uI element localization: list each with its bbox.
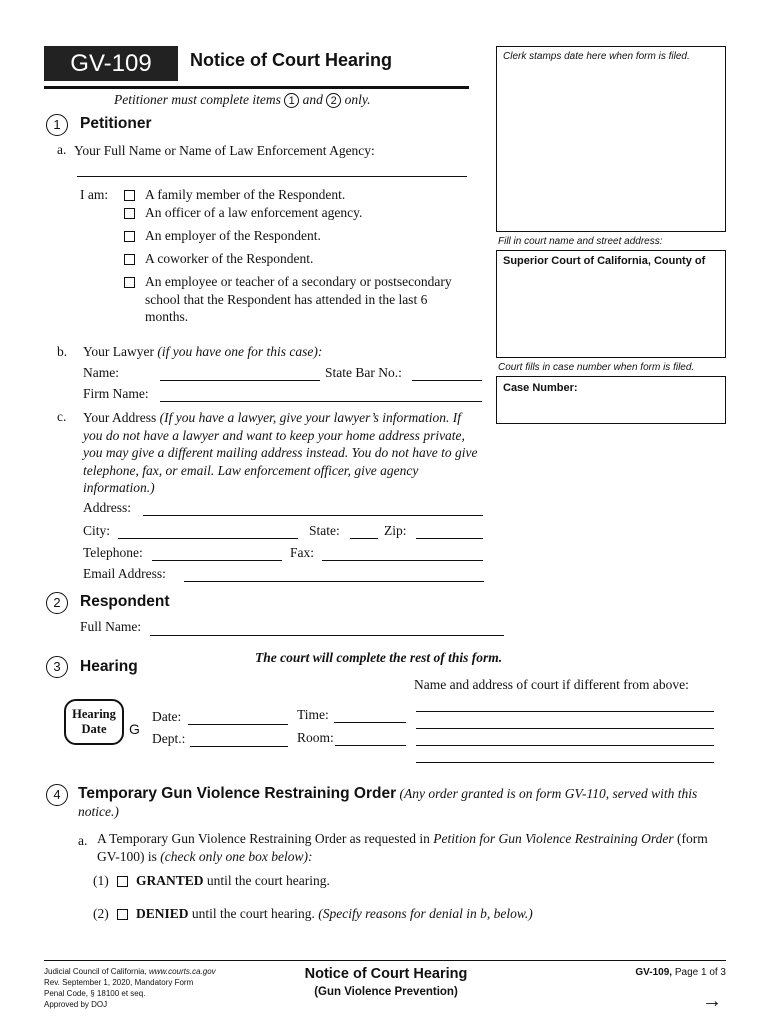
footer-legal [44, 966, 216, 1010]
section-4-note: (Any order granted is on form GV-110, served with this notice.) [78, 786, 698, 819]
court-name-label: Superior Court of California, County of [503, 255, 706, 267]
telephone-field[interactable] [152, 560, 282, 561]
coworker-label: A coworker of the Respondent. [145, 251, 314, 266]
item-number-2: 2 [326, 93, 341, 108]
case-number-note: Court fills in case number when form is filed. [498, 362, 695, 373]
petitioner-name-label: Your Full Name or Name of Law Enforcement Agency: [74, 143, 375, 158]
firm-name-label: Firm Name: [83, 386, 149, 401]
fax-label: Fax: [290, 545, 315, 560]
employee-teacher-checkbox[interactable] [124, 277, 135, 288]
item-4a-letter: a. [78, 833, 88, 848]
hearing-room-label: Room: [297, 730, 334, 745]
court-address-line-3[interactable] [416, 745, 714, 746]
address-field[interactable] [143, 515, 483, 516]
petitioner-name-field[interactable] [77, 176, 467, 177]
address-instructions: Your Address (If you have a lawyer, give your lawyer’s information. If you do not have a lawyer and want to keep your home address private, you may give a different mailing address instead. You do not have to give telephone, fax, or email. Law enforcement officer, give agency information.) [83, 410, 478, 495]
court-address-line-2[interactable] [416, 728, 714, 729]
court-name-box[interactable] [496, 250, 726, 358]
firm-name-field[interactable] [160, 401, 482, 402]
hearing-time-field[interactable] [334, 722, 406, 723]
state-bar-field[interactable] [412, 380, 482, 381]
employer-checkbox[interactable] [124, 231, 135, 242]
petitioner-instruction: Petitioner must complete items 1 and 2 only. [114, 92, 371, 108]
footer-penal: Penal Code, § 18100 et seq. [44, 989, 146, 998]
lawyer-name-field[interactable] [160, 380, 320, 381]
footer-approved: Approved by DOJ [44, 1000, 108, 1009]
court-complete-note: The court will complete the rest of this form. [255, 650, 503, 665]
case-number-label: Case Number: [503, 382, 578, 394]
section-1-number: 1 [46, 114, 68, 136]
footer-council: Judicial Council of California, [44, 967, 147, 976]
zip-label: Zip: [384, 523, 407, 538]
zip-field[interactable] [416, 538, 483, 539]
respondent-name-label: Full Name: [80, 619, 142, 634]
state-label: State: [309, 523, 340, 538]
state-bar-label: State Bar No.: [325, 365, 402, 380]
clerk-stamp-box [496, 46, 726, 232]
item-1a-letter: a. [57, 142, 67, 157]
court-address-line-1[interactable] [416, 711, 714, 712]
lawyer-heading: Your Lawyer (if you have one for this case): [83, 344, 323, 359]
state-field[interactable] [350, 538, 378, 539]
footer-subtitle: (Gun Violence Prevention) [314, 986, 458, 998]
officer-checkbox[interactable] [124, 208, 135, 219]
court-address-line-4[interactable] [416, 762, 714, 763]
employee-teacher-label: An employee or teacher of a secondary or postsecondary school that the Respondent has attended in the last 6 months. [145, 274, 452, 324]
item-1b-letter: b. [57, 344, 68, 359]
hearing-room-field[interactable] [335, 745, 406, 746]
city-field[interactable] [118, 538, 298, 539]
denied-label: DENIED until the court hearing. (Specify reasons for denial in b, below.) [136, 906, 533, 921]
section-3-number: 3 [46, 656, 68, 678]
i-am-label: I am: [80, 187, 109, 202]
family-member-label: A family member of the Respondent. [145, 187, 346, 202]
granted-checkbox[interactable] [117, 876, 128, 887]
denied-checkbox[interactable] [117, 909, 128, 920]
footer-website: www.courts.ca.gov [148, 967, 216, 976]
officer-label: An officer of a law enforcement agency. [145, 205, 363, 220]
footer-rev: Rev. September 1, 2020, Mandatory Form [44, 978, 194, 987]
coworker-checkbox[interactable] [124, 254, 135, 265]
item-4a-text: A Temporary Gun Violence Restraining Order as requested in Petition for Gun Violence Restraining Order (form GV-100) is (check only one box below): [97, 831, 708, 864]
telephone-label: Telephone: [83, 545, 143, 560]
next-page-arrow-icon[interactable]: → [702, 990, 722, 1012]
employer-label: An employer of the Respondent. [145, 228, 321, 243]
badge-arrow-icon: G [129, 721, 140, 737]
footer-page-info: GV-109, Page 1 of 3 [635, 967, 726, 978]
city-label: City: [83, 523, 111, 538]
footer-title: Notice of Court Hearing [304, 966, 468, 982]
hearing-time-label: Time: [297, 707, 329, 722]
section-2-number: 2 [46, 592, 68, 614]
section-4-heading-block [78, 785, 718, 820]
respondent-name-field[interactable] [150, 635, 504, 636]
hearing-dept-field[interactable] [190, 746, 288, 747]
address-label: Address: [83, 500, 131, 515]
clerk-stamp-label: Clerk stamps date here when form is filed. [503, 51, 690, 62]
granted-label: GRANTED until the court hearing. [136, 873, 330, 888]
hearing-date-label: Date: [152, 709, 182, 724]
email-field[interactable] [184, 581, 484, 582]
hearing-date-badge: Hearing Date [64, 699, 124, 745]
form-id-badge: GV-109 [44, 46, 178, 81]
header-rule [44, 86, 469, 89]
court-address-label: Fill in court name and street address: [498, 236, 663, 247]
family-member-checkbox[interactable] [124, 190, 135, 201]
hearing-dept-label: Dept.: [152, 731, 186, 746]
fax-field[interactable] [322, 560, 483, 561]
hearing-date-field[interactable] [188, 724, 288, 725]
section-3-heading: Hearing [80, 658, 138, 675]
section-4-heading: Temporary Gun Violence Restraining Order [78, 785, 397, 802]
footer-rule [44, 960, 726, 961]
option-1-number: (1) [93, 873, 109, 888]
court-address-instruction: Name and address of court if different from above: [414, 677, 689, 692]
lawyer-name-label: Name: [83, 365, 119, 380]
item-number-1: 1 [284, 93, 299, 108]
option-2-number: (2) [93, 906, 109, 921]
form-title: Notice of Court Hearing [190, 50, 393, 70]
section-1-heading: Petitioner [80, 115, 152, 132]
section-4-number: 4 [46, 784, 68, 806]
case-number-box[interactable] [496, 376, 726, 424]
section-2-heading: Respondent [80, 593, 170, 610]
email-label: Email Address: [83, 566, 166, 581]
item-1c-letter: c. [57, 409, 67, 424]
